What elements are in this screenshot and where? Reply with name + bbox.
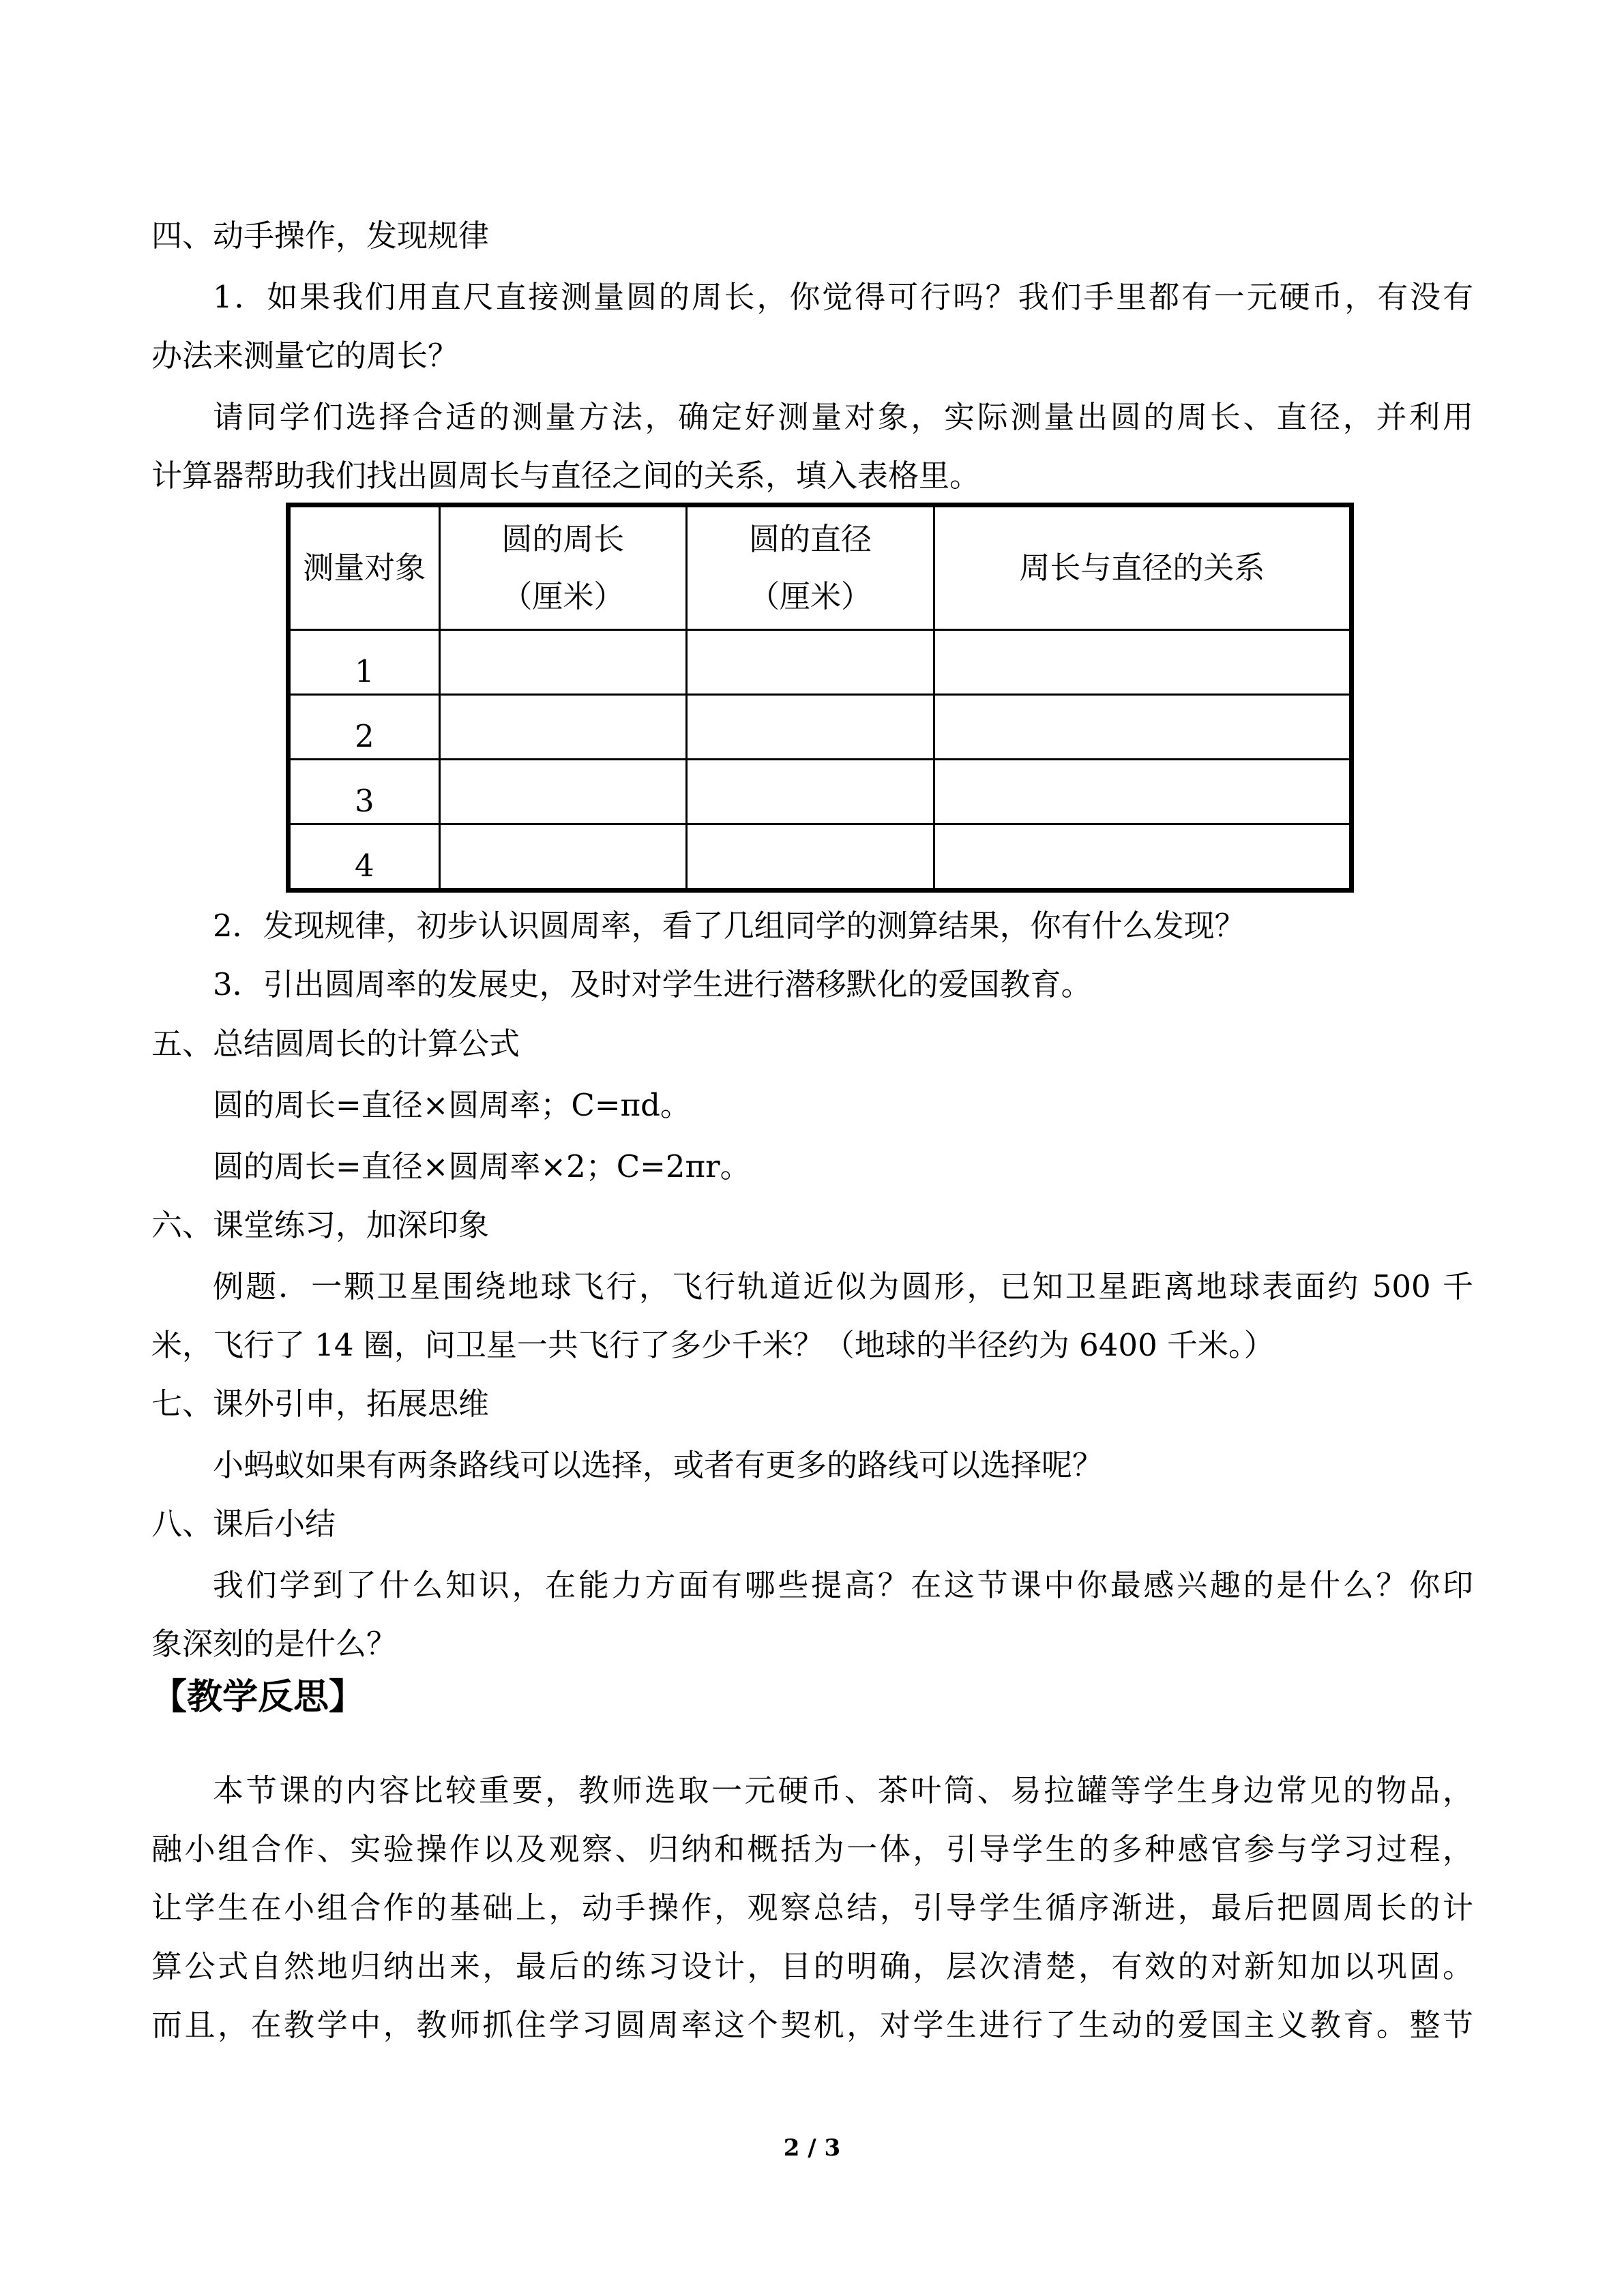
header-unit: （厘米） — [501, 578, 625, 614]
table-row — [289, 695, 1352, 760]
table-cell — [934, 695, 1351, 760]
table-cell: 2 — [289, 695, 440, 760]
table-cell: 3 — [289, 760, 440, 824]
section5-formula2: 圆的周长=直径×圆周率×2；C=2πr。 — [213, 1148, 751, 1184]
section6-example-line2: 米，飞行了 14 圈，问卫星一共飞行了多少千米？（地球的半径约为 6400 千米。） — [151, 1327, 1275, 1363]
section4-para-line1: 请同学们选择合适的测量方法，确定好测量对象，实际测量出圆的周长、直径，并利用 — [213, 399, 1473, 435]
table-header-cell — [289, 505, 440, 630]
page-number: 2 / 3 — [783, 2134, 841, 2162]
table-row — [289, 630, 1352, 695]
section8-heading: 八、课后小结 — [151, 1506, 336, 1542]
section4-item1-line2: 办法来测量它的周长？ — [151, 338, 459, 374]
section6-example-line1: 例题．一颗卫星围绕地球飞行，飞行轨道近似为圆形，已知卫星距离地球表面约 500 千 — [213, 1268, 1473, 1304]
table-cell: 4 — [289, 824, 440, 891]
section4-item1-line1: 1．如果我们用直尺直接测量圆的周长，你觉得可行吗？我们手里都有一元硬币，有没有 — [213, 279, 1473, 315]
table-cell — [687, 695, 934, 760]
table-cell — [687, 824, 934, 891]
section7-heading: 七、课外引申，拓展思维 — [151, 1386, 490, 1422]
table-cell — [687, 630, 934, 695]
table-header-cell — [934, 505, 1351, 630]
reflection-line: 而且，在教学中，教师抓住学习圆周率这个契机，对学生进行了生动的爱国主义教育。整节 — [151, 2007, 1473, 2043]
reflection-line: 让学生在小组合作的基础上，动手操作，观察总结，引导学生循序渐进，最后把圆周长的计 — [151, 1890, 1473, 1926]
reflection-line: 融小组合作、实验操作以及观察、归纳和概括为一体，引导学生的多种感官参与学习过程， — [151, 1831, 1473, 1867]
table-cell — [439, 760, 687, 824]
section4-item2: 2．发现规律，初步认识圆周率，看了几组同学的测算结果，你有什么发现？ — [213, 908, 1245, 944]
section5-formula1: 圆的周长=直径×圆周率；C=πd。 — [213, 1087, 691, 1123]
header-label: 圆的直径 — [748, 521, 872, 557]
section5-heading: 五、总结圆周长的计算公式 — [151, 1026, 520, 1062]
section6-heading: 六、课堂练习，加深印象 — [151, 1207, 490, 1243]
table-cell: 1 — [289, 630, 440, 695]
table-header-cell — [439, 505, 687, 630]
table-header-cell — [687, 505, 934, 630]
reflection-line: 算公式自然地归纳出来，最后的练习设计，目的明确，层次清楚，有效的对新知加以巩固。 — [151, 1948, 1473, 1984]
table-row — [289, 760, 1352, 824]
section4-heading: 四、动手操作，发现规律 — [151, 218, 490, 254]
section7-text: 小蚂蚁如果有两条路线可以选择，或者有更多的路线可以选择呢？ — [213, 1447, 1104, 1483]
section8-line1: 我们学到了什么知识，在能力方面有哪些提高？在这节课中你最感兴趣的是什么？你印 — [213, 1567, 1473, 1603]
table-cell — [439, 630, 687, 695]
table-cell — [934, 630, 1351, 695]
section4-para-line2: 计算器帮助我们找出圆周长与直径之间的关系，填入表格里。 — [151, 458, 981, 494]
measurement-table — [286, 503, 1354, 893]
section4-item3: 3．引出圆周率的发展史，及时对学生进行潜移默化的爱国教育。 — [213, 966, 1092, 1002]
table-row — [289, 824, 1352, 891]
table-cell — [439, 824, 687, 891]
table-cell — [934, 760, 1351, 824]
header-label: 测量对象 — [303, 550, 426, 586]
header-label: 周长与直径的关系 — [1019, 550, 1265, 586]
table-header-row — [289, 505, 1352, 630]
table-cell — [439, 695, 687, 760]
section8-line2: 象深刻的是什么？ — [151, 1626, 398, 1662]
header-label: 圆的周长 — [501, 521, 625, 557]
table-cell — [934, 824, 1351, 891]
table-cell — [687, 760, 934, 824]
reflection-title: 【教学反思】 — [151, 1677, 365, 1718]
header-unit: （厘米） — [748, 578, 872, 614]
reflection-line: 本节课的内容比较重要，教师选取一元硬币、茶叶筒、易拉罐等学生身边常见的物品， — [213, 1772, 1473, 1808]
